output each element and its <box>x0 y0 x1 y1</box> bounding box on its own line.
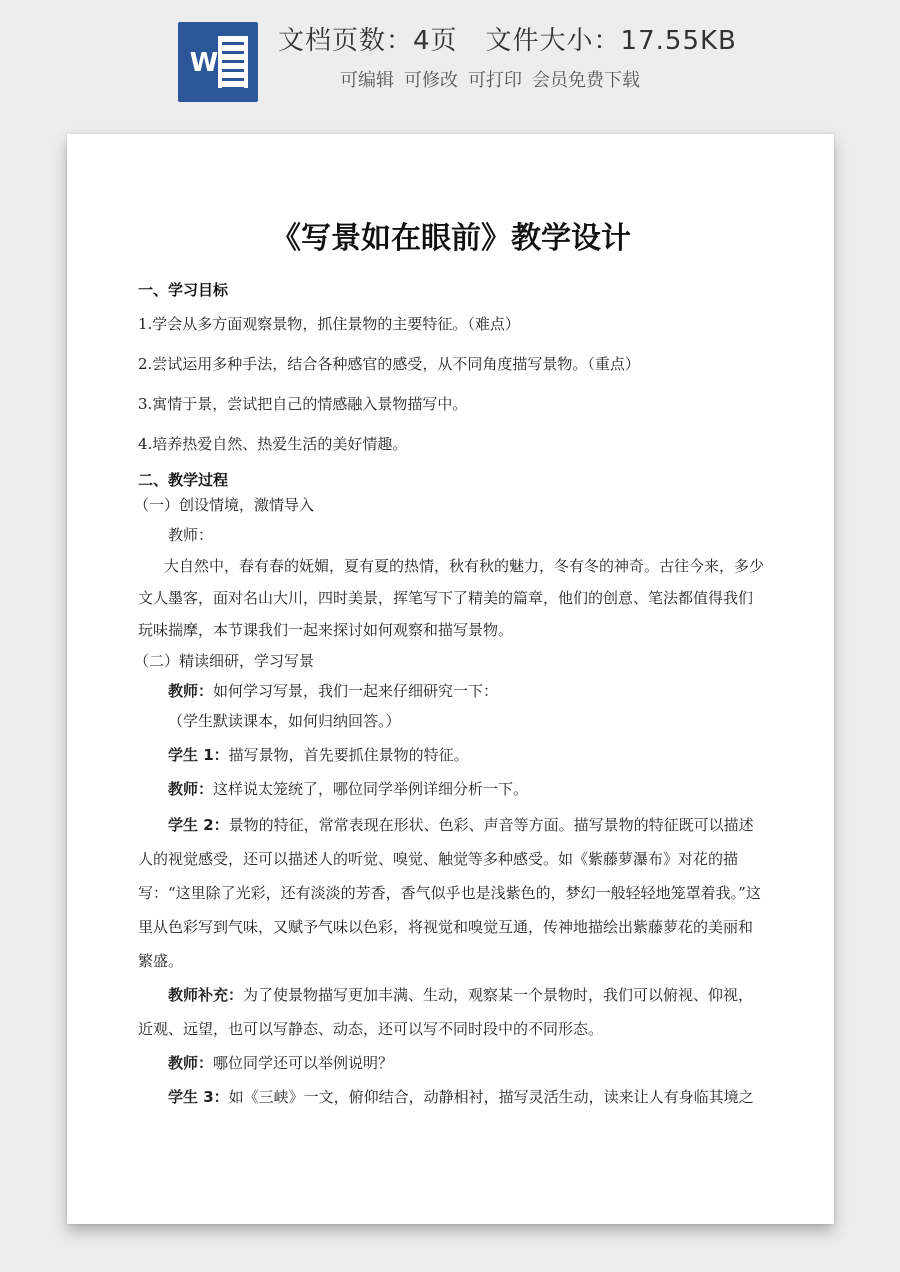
document-content <box>134 220 765 1114</box>
subsection-heading: （一）创设情境，激情导入 <box>134 496 315 514</box>
dialog-line <box>168 706 764 736</box>
speaker-label: 教师： <box>168 1054 214 1072</box>
subsection-heading: （二）精读细研，学习写景 <box>134 652 315 670</box>
speaker-label: 教师： <box>168 780 214 798</box>
dialog-line <box>168 1046 764 1080</box>
file-size: 文件大小：17.55KB <box>485 26 737 56</box>
supplement-paragraph <box>138 978 764 1046</box>
feature-modifiable: 可修改 <box>404 70 458 91</box>
speaker-label: 学生 3： <box>168 1088 229 1106</box>
objective-item: 2.尝试运用多种手法，结合各种感官的感受，从不同角度描写景物。（重点） <box>138 355 640 373</box>
section-heading-process: 二、教学过程 <box>138 471 229 489</box>
intro-paragraph: 大自然中，春有春的妩媚，夏有夏的热情，秋有秋的魅力，冬有冬的神奇。古往今来，多少文人墨客，面对名山大川，四时美景，挥笔写下了精美的篇章，他们的创意、笔法都值得我们玩味揣摩，本节课我们一起来探讨如何观察和描写景物。 <box>138 557 765 639</box>
speaker-label: 学生 1： <box>168 746 229 764</box>
document-info-header <box>0 0 900 120</box>
document-page <box>67 134 834 1224</box>
student2-paragraph <box>138 808 764 978</box>
dialog-text: 描写景物，首先要抓住景物的特征。 <box>228 746 469 764</box>
document-stats <box>278 20 765 57</box>
section-heading-objectives: 一、学习目标 <box>138 281 229 299</box>
objective-item: 3.寓情于景，尝试把自己的情感融入景物描写中。 <box>138 395 468 413</box>
dialog-text: 哪位同学还可以举例说明？ <box>213 1054 394 1072</box>
feature-printable: 可打印 <box>468 70 522 91</box>
paragraph-text: 如《三峡》一文，俯仰结合，动静相衬，描写灵活生动，读来让人有身临其境之 <box>228 1088 754 1106</box>
dialog-text: （学生默读课本，如何归纳回答。） <box>168 712 401 730</box>
student3-paragraph <box>138 1080 764 1114</box>
objective-item: 4.培养热爱自然、热爱生活的美好情趣。 <box>138 435 408 453</box>
paragraph-text: 为了使景物描写更加丰满、生动，观察某一个景物时，我们可以俯视、仰视，近观、远望，也可以写静态、动态，还可以写不同时段中的不同形态。 <box>138 986 754 1038</box>
dialog-text: 如何学习写景，我们一起来仔细研究一下： <box>213 682 499 700</box>
dialog-line <box>168 740 764 770</box>
page-count: 文档页数：4页 <box>278 26 458 56</box>
teacher-label: 教师： <box>168 526 214 544</box>
feature-editable: 可编辑 <box>340 70 394 91</box>
paragraph-text: 景物的特征，常常表现在形状、色彩、声音等方面。描写景物的特征既可以描述人的视觉感受，还可以描述人的听觉、嗅觉、触觉等多种感受。如《紫藤萝瀑布》对花的描写：“这里除了光彩，还有淡淡的芳香，香气似乎也是浅紫色的，梦幻一般轻轻地笼罩着我。”这里从色彩写到气味，又赋予气味以色彩，将视觉和嗅觉互通，传神地描绘出紫藤萝花的美丽和繁盛。 <box>138 816 761 970</box>
dialog-line <box>168 676 764 706</box>
word-letter: W <box>189 48 219 78</box>
speaker-label: 教师补充： <box>168 986 244 1004</box>
word-document-icon <box>178 22 258 102</box>
speaker-label: 学生 2： <box>168 816 229 834</box>
feature-member-download: 会员免费下载 <box>532 70 640 91</box>
speaker-label: 教师： <box>168 682 214 700</box>
feature-list <box>340 66 650 92</box>
dialog-text: 这样说太笼统了，哪位同学举例详细分析一下。 <box>213 780 529 798</box>
objective-item: 1.学会从多方面观察景物，抓住景物的主要特征。（难点） <box>138 315 520 333</box>
document-title: 《写景如在眼前》教学设计 <box>271 221 631 256</box>
dialog-line <box>168 774 764 804</box>
